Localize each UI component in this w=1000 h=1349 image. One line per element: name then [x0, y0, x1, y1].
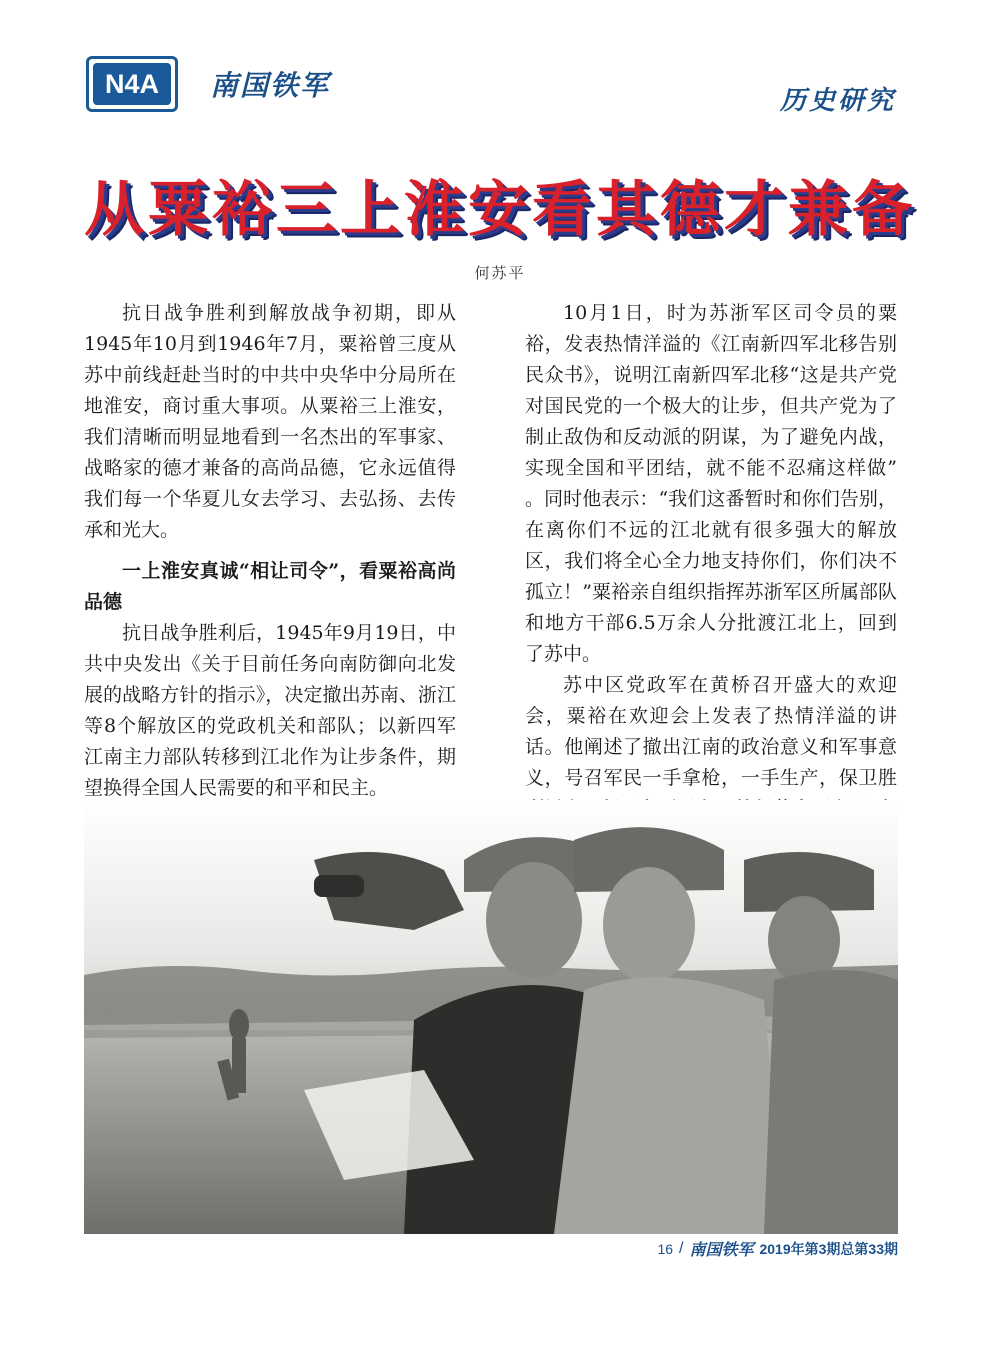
paragraph: 抗日战争胜利后，1945年9月19日，中共中央发出《关于目前任务向南防御向北发展的战略方针的指示》，决定撤出苏南、浙江等8个解放区的党政机关和部队；以新四军江南主力部队转移到江北作为让步条件，期望换得全国人民需要的和平和民主。 — [84, 622, 456, 799]
article-author: 何苏平 — [474, 264, 526, 282]
paragraph: 10月1日，时为苏浙军区司令员的粟裕，发表热情洋溢的《江南新四军北移告别民众书》，说明江南新四军北移“这是共产党对国民党的一个极大的让步，但共产党为了制止敌伪和反动派的阴谋，为了避免内战，实现全国和平团结，就不能不忍痛这样做” 。同时他表示：“我们这番暂时和你们告别，在离你们不远的江北就有很多强大的解放区，我们将全心全力地支持你们，你们决不孤立！”粟裕亲自组织指挥苏浙军区所属部队和地方干部6.5万余人分批渡江北上，回到了苏中。 — [525, 302, 897, 665]
page-footer — [657, 1237, 898, 1260]
section-name: 历史研究 — [779, 86, 896, 116]
page-number: 16 — [657, 1240, 674, 1257]
footer-separator: / — [679, 1239, 684, 1257]
right-column — [525, 298, 897, 856]
paragraph: 抗日战争胜利到解放战争初期，即从1945年10月到1946年7月，粟裕曾三度从苏中前线赶赴当时的中共中央华中分局所在地淮安，商讨重大事项。从粟裕三上淮安，我们清晰而明显地看到一名杰出的军事家、战略家的德才兼备的高尚品德，它永远值得我们每一个华夏儿女去学习、去弘扬、去传承和光大。 — [84, 302, 456, 541]
magazine-logo — [86, 56, 178, 112]
footer-magazine-name: 南国铁军 — [689, 1240, 754, 1259]
magazine-name: 南国铁军 — [210, 69, 331, 102]
historical-photo — [84, 800, 898, 1234]
article-title: 从粟裕三上淮安看其德才兼备 — [84, 175, 916, 245]
section-subheading: 一上淮安真诚“相让司令”，看粟裕高尚品德 — [84, 560, 456, 613]
issue-info: 2019年第3期总第33期 — [759, 1240, 898, 1257]
left-column — [84, 298, 456, 804]
logo-text: N4A — [93, 63, 171, 105]
paragraph: 苏中区党政军在黄桥召开盛大的欢迎会，粟裕在欢迎会上发表了热情洋溢的讲话。他阐述了撤出江南的政治意义和军事意义，号召军民一手拿枪，一手生产，保卫胜 — [525, 674, 897, 789]
